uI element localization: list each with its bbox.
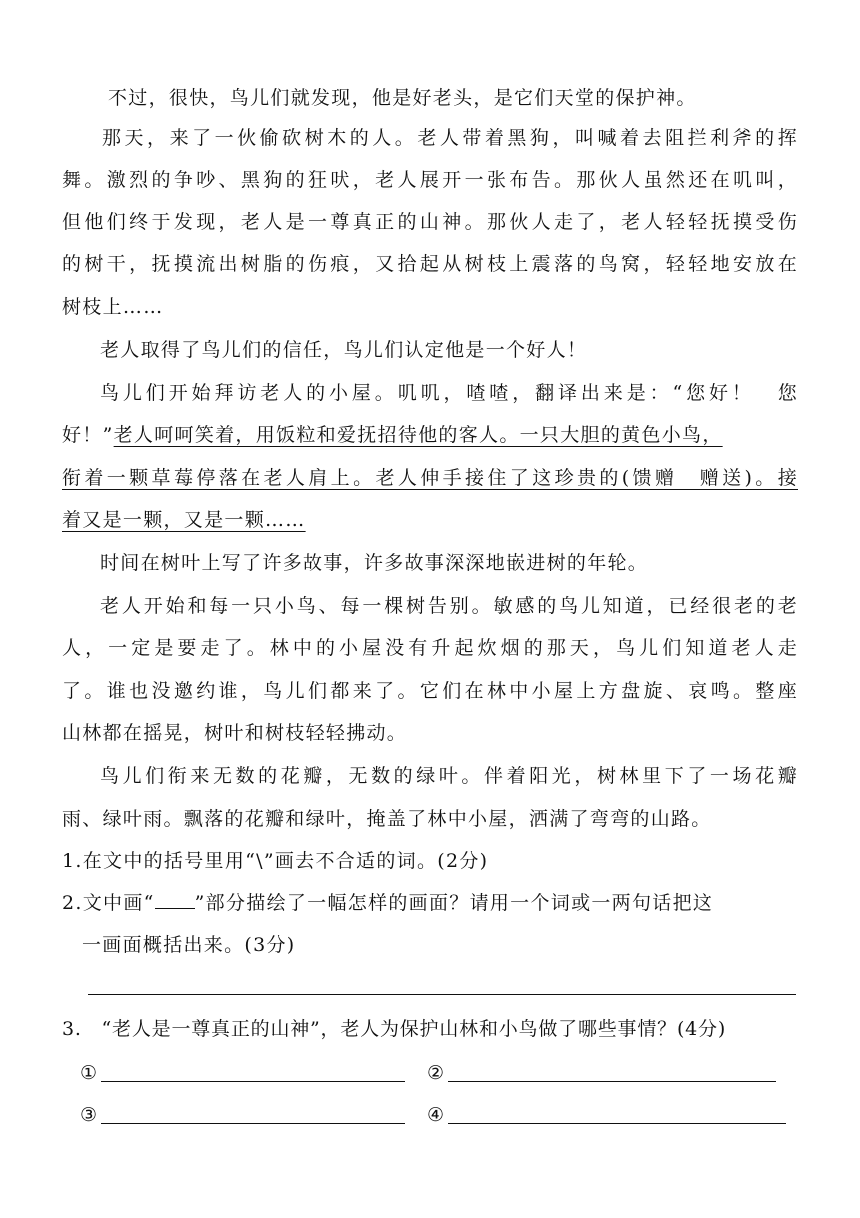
underlined-passage-part-1: 老人呵呵笑着，用饭粒和爱抚招待他的客人。一只大胆的黄色小鸟， bbox=[113, 424, 723, 446]
paragraph-7-line-1: 鸟儿们衔来无数的花瓣，无数的绿叶。伴着阳光，树林里下了一场花瓣 bbox=[100, 765, 798, 787]
answer-4-line[interactable] bbox=[448, 1123, 786, 1124]
underline-sample-mark bbox=[155, 890, 195, 909]
paragraph-4-line-2-plain: 好！” bbox=[62, 424, 114, 446]
paragraph-5-line-1: 时间在树叶上写了许多故事，许多故事深深地嵌进树的年轮。 bbox=[100, 552, 649, 574]
answer-3-line[interactable] bbox=[101, 1123, 405, 1124]
paragraph-7-line-2: 雨、绿叶雨。飘落的花瓣和绿叶，掩盖了林中小屋，洒满了弯弯的山路。 bbox=[62, 808, 712, 830]
paragraph-2-line-4: 的树干，抚摸流出树脂的伤痕，又拾起从树枝上震落的鸟窝，轻轻地安放在 bbox=[62, 253, 798, 275]
answer-2-line[interactable] bbox=[448, 1081, 776, 1082]
question-2-suffix: ”部分描绘了一幅怎样的画面？请用一个词或一两句话把这 bbox=[194, 892, 714, 914]
answer-2-marker: ② bbox=[427, 1062, 445, 1084]
answer-1-marker: ① bbox=[80, 1062, 98, 1084]
underlined-passage-part-3: 着又是一颗，又是一颗…… bbox=[62, 509, 306, 531]
paragraph-4-line-2 bbox=[62, 421, 798, 449]
answer-4-marker: ④ bbox=[427, 1104, 445, 1126]
paragraph-2-line-1: 那天，来了一伙偷砍树木的人。老人带着黑狗，叫喊着去阻拦利斧的挥 bbox=[102, 127, 798, 149]
paragraph-4-line-1: 鸟儿们开始拜访老人的小屋。叽叽，喳喳，翻译出来是：“您好！ 您 bbox=[100, 382, 798, 404]
question-3: 3. “老人是一尊真正的山神”，老人为保护山林和小鸟做了哪些事情？(4分) bbox=[62, 1018, 727, 1040]
question-2-answer-line[interactable] bbox=[88, 994, 796, 995]
paragraph-6-line-4: 山林都在摇晃，树叶和树枝轻轻拂动。 bbox=[62, 722, 408, 744]
paragraph-2-line-2: 舞。激烈的争吵、黑狗的狂吠，老人展开一张布告。那伙人虽然还在叽叫， bbox=[62, 169, 798, 191]
paragraph-2-line-3: 但他们终于发现，老人是一尊真正的山神。那伙人走了，老人轻轻抚摸受伤 bbox=[62, 211, 798, 233]
paragraph-2-line-5: 树枝上…… bbox=[62, 296, 164, 318]
question-2-prefix: 2.文中画“ bbox=[62, 892, 155, 914]
answer-1-line[interactable] bbox=[101, 1081, 405, 1082]
answer-3-marker: ③ bbox=[80, 1104, 98, 1126]
question-1: 1.在文中的括号里用“\”画去不合适的词。(2分) bbox=[62, 850, 489, 872]
question-2-line-2: 一画面概括出来。(3分) bbox=[82, 934, 296, 956]
paragraph-3-line-1: 老人取得了鸟儿们的信任，鸟儿们认定他是一个好人！ bbox=[100, 339, 588, 361]
paragraph-1-line-1: 不过，很快，鸟儿们就发现，他是好老头，是它们天堂的保护神。 bbox=[108, 87, 697, 109]
paragraph-6-line-1: 老人开始和每一只小鸟、每一棵树告别。敏感的鸟儿知道，已经很老的老 bbox=[100, 595, 798, 617]
paragraph-6-line-2: 人，一定是要走了。林中的小屋没有升起炊烟的那天，鸟儿们知道老人走 bbox=[62, 637, 798, 659]
question-2-line-1 bbox=[62, 889, 798, 917]
paragraph-6-line-3: 了。谁也没邀约谁，鸟儿们都来了。它们在林中小屋上方盘旋、哀鸣。整座 bbox=[62, 680, 798, 702]
underlined-passage-part-2: 衔着一颗草莓停落在老人肩上。老人伸手接住了这珍贵的(馈赠 赠送)。接 bbox=[62, 467, 798, 489]
